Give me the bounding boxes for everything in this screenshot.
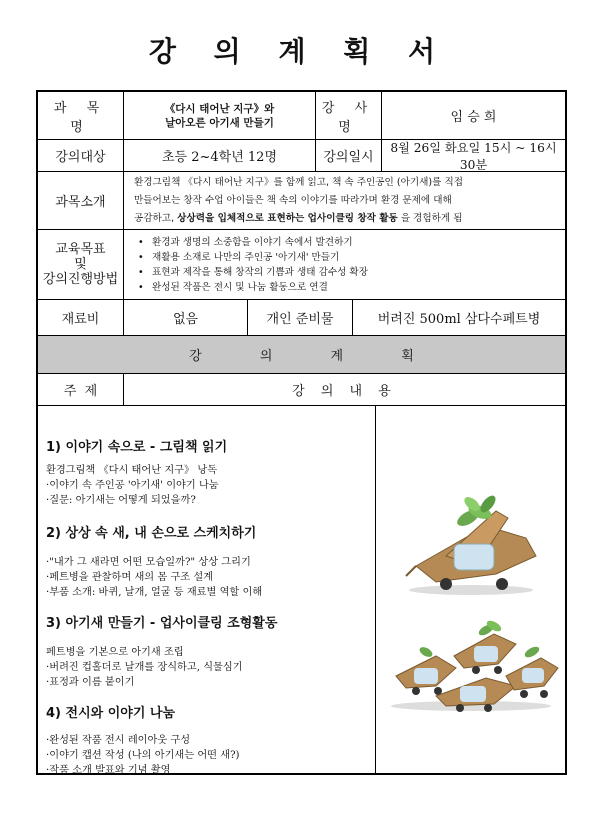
section-line: ·"내가 그 새라면 어떤 모습일까?" 상상 그리기 (46, 557, 251, 568)
label-intro: 과목소개 (38, 172, 124, 230)
course-name-line2: 날아오른 아기새 만들기 (165, 116, 274, 129)
craft-photos (376, 406, 565, 775)
intro-line-3a: 공감하고, (134, 213, 178, 224)
datetime-value: 8월 26일 화요일 15시 ~ 16시 30분 (382, 140, 565, 172)
goal-item: • 완성된 작품은 전시 및 나눔 활동으로 연결 (152, 280, 368, 295)
goal-item: • 환경과 생명의 소중함을 이야기 속에서 발견하기 (152, 235, 368, 250)
label-datetime: 강의일시 (316, 140, 382, 172)
goal-item: • 재활용 소재로 나만의 주인공 '아기새' 만들기 (152, 250, 368, 265)
course-name-value (124, 92, 316, 140)
section-1 (46, 436, 367, 508)
intro-highlight: 상상력을 입체적으로 표현하는 업사이클링 창작 활동 (177, 213, 398, 224)
label-supplies: 개인 준비물 (248, 300, 353, 336)
section-line: ·부품 소개: 바퀴, 날개, 얼굴 등 재료별 역할 이해 (46, 587, 263, 598)
label-fee: 재료비 (38, 300, 124, 336)
section-4 (46, 702, 367, 775)
plan-header: 강 의 계 획 (38, 336, 565, 374)
section-line: 페트병을 기본으로 아기새 조립 (46, 647, 184, 658)
section-line: 환경그림책 《다시 태어난 지구》 낭독 (46, 465, 218, 476)
section-heading: 1) 이야기 속으로 - 그림책 읽기 (46, 440, 228, 455)
goals-cell (124, 230, 565, 300)
section-line: ·질문: 아기새는 어떻게 되었을까? (46, 495, 196, 506)
label-goals-line1: 교육목표 (55, 242, 106, 257)
label-instructor: 강 사 명 (316, 92, 382, 140)
section-3 (46, 612, 367, 690)
course-name-line1: 《다시 태어난 지구》와 (164, 102, 275, 115)
section-2 (46, 522, 367, 600)
section-line: ·페트병을 관찰하며 새의 몸 구조 설계 (46, 572, 214, 583)
fee-value: 없음 (124, 300, 248, 336)
document-title: 강 의 계 획 서 (148, 35, 450, 68)
supplies-value: 버려진 500ml 삼다수페트병 (353, 300, 565, 336)
intro-line-3c: 을 경험하게 됨 (397, 213, 463, 224)
label-goals-line3: 강의진행방법 (42, 272, 119, 287)
section-heading: 3) 아기새 만들기 - 업사이클링 조형활동 (46, 616, 278, 631)
plan-table (36, 90, 567, 775)
section-heading: 4) 전시와 이야기 나눔 (46, 706, 176, 721)
label-goals (38, 230, 124, 300)
section-line: ·작품 소개 발표와 기념 촬영 (46, 765, 171, 775)
section-heading: 2) 상상 속 새, 내 손으로 스케치하기 (46, 526, 257, 541)
target-value: 초등 2~4학년 12명 (124, 140, 316, 172)
goals-list (124, 235, 368, 295)
label-goals-line2: 및 (74, 257, 87, 272)
section-line: ·완성된 작품 전시 레이아웃 구성 (46, 735, 191, 746)
content-header: 강 의 내 용 (124, 374, 565, 406)
intro-line-1: 환경그림책 《다시 태어난 지구》를 함께 읽고, 책 속 주인공인 (아기새)를 직접 (134, 177, 463, 188)
label-target: 강의대상 (38, 140, 124, 172)
intro-line-3 (134, 210, 555, 228)
section-line: ·표정과 이름 붙이기 (46, 677, 135, 688)
upcycled-bird-illustration (376, 406, 565, 775)
goal-item: • 표현과 제작을 통해 창작의 기쁨과 생태 감수성 확장 (152, 265, 368, 280)
intro-line-2: 만들어보는 창작 수업 아이들은 책 속의 이야기를 따라가며 환경 문제에 대해 (134, 195, 452, 206)
lecture-content (38, 406, 376, 775)
section-line: ·이야기 캡션 작성 (나의 아기새는 어떤 새?) (46, 750, 240, 761)
section-line: ·버려진 컵홀더로 날개를 장식하고, 식물심기 (46, 662, 243, 673)
bird-cars-photo-2 (391, 619, 558, 712)
label-topic: 주 제 (38, 374, 124, 406)
instructor-value: 임 승 희 (382, 92, 565, 140)
label-course-name: 과 목 명 (38, 92, 124, 140)
intro-text (124, 172, 565, 230)
section-line: ·이야기 속 주인공 '아기새' 이야기 나눔 (46, 480, 219, 491)
bird-car-photo-1 (406, 493, 536, 595)
